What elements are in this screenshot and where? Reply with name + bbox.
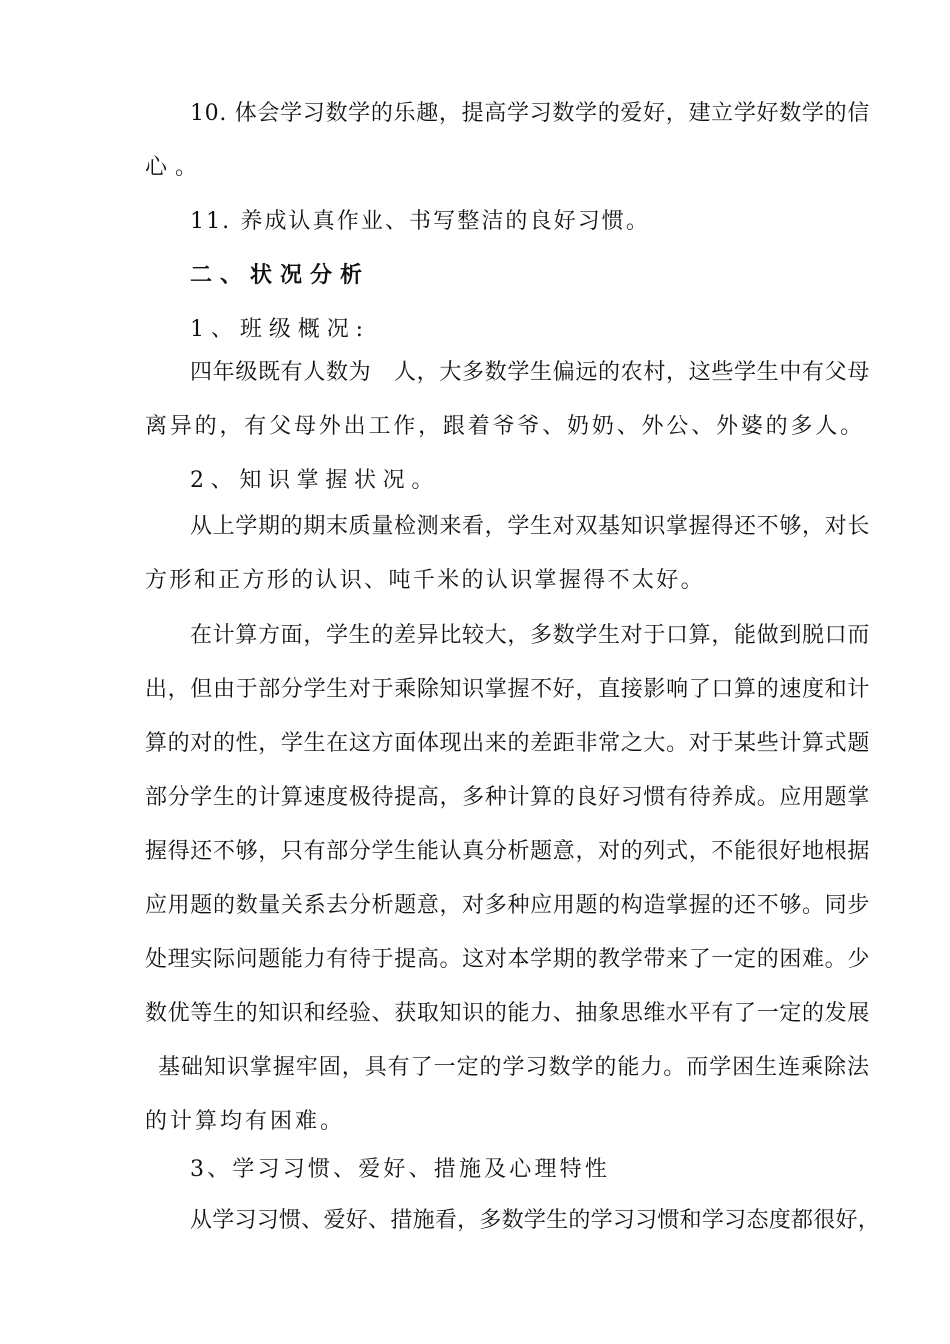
paragraph-line: 出，但由于部分学生对于乘除知识掌握不好，直接影响了口算的速度和计 [145,677,870,702]
paragraph-line: 心。 [145,155,206,180]
paragraph-line: 部分学生的计算速度极待提高，多种计算的良好习惯有待养成。应用题掌 [145,785,870,810]
paragraph-line: 从上学期的期末质量检测来看，学生对双基知识掌握得还不够，对长 [190,514,870,539]
paragraph-line: 11. 养成认真作业、书写整洁的良好习惯。 [190,209,650,234]
paragraph-line: 算的对的性，学生在这方面体现出来的差距非常之大。对于某些计算式题 [145,731,870,756]
subheading-line: 1、班级概况: [190,317,370,342]
paragraph-line: 从学习习惯、爱好、措施看，多数学生的学习习惯和学习态度都很好， [190,1208,880,1233]
paragraph-line: 方形和正方形的认识、吨千米的认识掌握得不太好。 [145,568,705,593]
paragraph-line: 基础知识掌握牢固，具有了一定的学习数学的能力。而学困生连乘除法 [158,1055,870,1080]
paragraph-line: 在计算方面，学生的差异比较大，多数学生对于口算，能做到脱口而 [190,623,870,648]
section-heading: 二、状况分析 [190,263,370,288]
subheading-line: 2、知识掌握状况。 [190,468,440,493]
subheading-line: 3、学习习惯、爱好、措施及心理特性 [190,1157,610,1182]
paragraph-line: 10. 体会学习数学的乐趣，提高学习数学的爱好，建立学好数学的信 [190,101,870,126]
paragraph-line: 处理实际问题能力有待于提高。这对本学期的教学带来了一定的困难。少 [145,947,870,972]
paragraph-line: 应用题的数量关系去分析题意，对多种应用题的构造掌握的还不够。同步 [145,893,870,918]
paragraph-line: 握得还不够，只有部分学生能认真分析题意，对的列式，不能很好地根据 [145,839,870,864]
paragraph-line: 数优等生的知识和经验、获取知识的能力、抽象思维水平有了一定的发展 [145,1001,870,1026]
paragraph-line: 的计算均有困难。 [145,1109,345,1134]
paragraph-line: 四年级既有人数为 人，大多数学生偏远的农村，这些学生中有父母 [190,360,870,385]
paragraph-line: 离异的，有父母外出工作，跟着爷爷、奶奶、外公、外婆的多人。 [145,414,865,439]
